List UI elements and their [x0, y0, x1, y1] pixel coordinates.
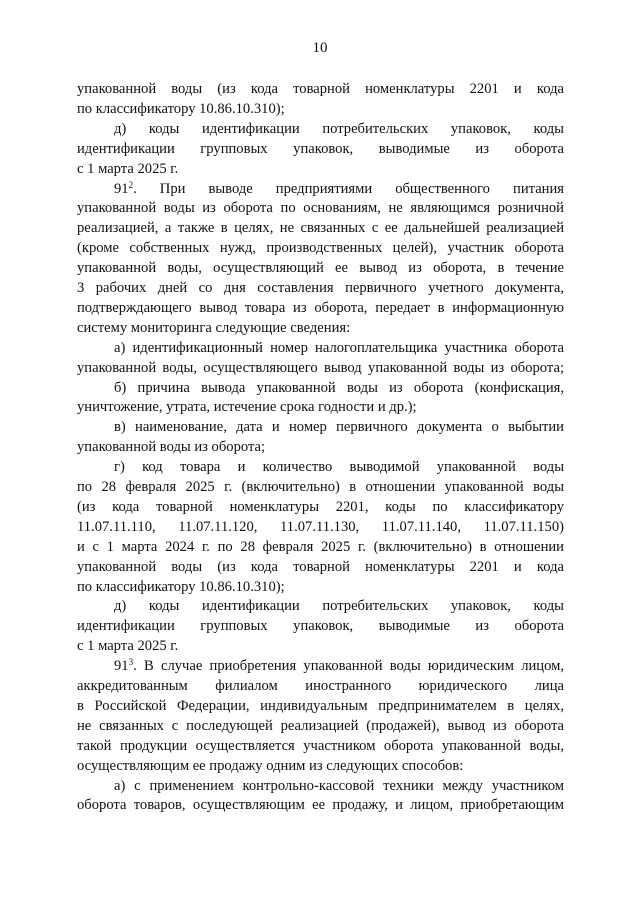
text-line	[77, 517, 564, 537]
line-text-continued: . В случае приобретения упакованной воды юридическим лицом,	[133, 658, 564, 675]
line-text: упакованной воды, осуществляющий ее вывод из оборота, в течение	[77, 260, 564, 277]
line-text: д) коды идентификации потребительских упаковок, коды	[114, 120, 564, 137]
text-line	[77, 736, 564, 756]
text-line	[77, 676, 564, 696]
line-text: идентификации групповых упаковок, выводимые из оборота	[77, 618, 564, 635]
text-line	[77, 437, 564, 457]
text-line	[77, 258, 564, 278]
text-line	[77, 139, 564, 159]
line-text: с 1 марта 2025 г.	[77, 160, 179, 177]
line-text-continued: . При выводе предприятиями общественного питания	[133, 180, 564, 197]
text-line	[77, 397, 564, 417]
text-line	[77, 537, 564, 557]
line-text: в) наименование, дата и номер первичного документа о выбытии	[114, 419, 564, 436]
text-line	[77, 477, 564, 497]
line-text: 91	[114, 180, 129, 197]
line-text: не связанных с последующей реализацией (продажей), вывод из оборота	[77, 717, 564, 734]
line-text: д) коды идентификации потребительских упаковок, коды	[114, 598, 564, 615]
line-text: а) с применением контрольно-кассовой техники между участником	[114, 777, 564, 794]
line-text: и с 1 марта 2024 г. по 28 февраля 2025 г. (включительно) в отношении	[77, 538, 564, 555]
text-line	[77, 159, 564, 179]
text-line	[77, 636, 564, 656]
line-text: систему мониторинга следующие сведения:	[77, 319, 351, 336]
text-line	[77, 795, 564, 815]
text-line	[114, 776, 564, 796]
superscript: 3	[128, 657, 134, 668]
line-text: (кроме собственных нужд, производственных целей), участник оборота	[77, 240, 564, 257]
text-line	[114, 119, 564, 139]
superscript: 2	[128, 179, 134, 190]
text-line	[77, 756, 564, 776]
line-text: с 1 марта 2025 г.	[77, 638, 179, 655]
line-text: осуществляющим ее продажу одним из следующих способов:	[77, 757, 464, 774]
line-text: упакованной воды (из кода товарной номенклатуры 2201 и кода	[77, 81, 564, 97]
text-line	[77, 278, 564, 298]
line-text: уничтожение, утрата, истечение срока годности и др.);	[77, 399, 417, 416]
line-text: упакованной воды из оборота;	[77, 439, 266, 456]
text-line	[77, 557, 564, 577]
line-text: упакованной воды из оборота по основаниям, не являющимся розничной	[77, 200, 564, 217]
line-text: (из кода товарной номенклатуры 2201, коды по классификатору	[77, 498, 564, 515]
text-line	[114, 656, 564, 676]
text-line	[77, 218, 564, 238]
line-text: 11.07.11.110, 11.07.11.120, 11.07.11.130, 11.07.11.140, 11.07.11.150)	[77, 518, 564, 535]
line-text: б) причина вывода упакованной воды из оборота (конфискация,	[114, 379, 564, 396]
line-text: подтверждающего вывод товара из оборота, передает в информационную	[77, 299, 564, 316]
text-line	[77, 238, 564, 258]
text-line	[77, 616, 564, 636]
text-line	[77, 696, 564, 716]
line-text: упакованной воды, осуществляющего вывод упакованной воды из оборота;	[77, 359, 564, 376]
line-text: аккредитованным филиалом иностранного юридического лица	[77, 678, 564, 694]
line-text: а) идентификационный номер налогоплательщика участника оборота	[114, 339, 564, 356]
text-line	[77, 298, 564, 318]
line-text: по классификатору 10.86.10.310);	[77, 100, 285, 117]
text-line	[114, 179, 564, 199]
text-line	[77, 79, 564, 99]
text-line	[114, 457, 564, 477]
line-text: 3 рабочих дней со дня составления первичного учетного документа,	[77, 280, 564, 296]
text-line	[77, 358, 564, 378]
line-text: в Российской Федерации, индивидуальным предпринимателем в целях,	[77, 697, 564, 714]
text-line	[77, 716, 564, 736]
text-line	[114, 378, 564, 398]
line-text: реализацией, а также в целях, не связанных с ее дальнейшей реализацией	[77, 220, 564, 237]
line-text: такой продукции осуществляется участником оборота упакованной воды,	[77, 737, 564, 754]
text-line	[77, 577, 564, 597]
line-text: г) код товара и количество выводимой упакованной воды	[114, 459, 564, 476]
line-text: 91	[114, 658, 129, 675]
line-text: по классификатору 10.86.10.310);	[77, 578, 285, 595]
text-line	[77, 198, 564, 218]
page-number: 10	[312, 40, 328, 56]
line-text: оборота товаров, осуществляющим ее продажу, и лицом, приобретающим	[77, 797, 564, 814]
line-text: по 28 февраля 2025 г. (включительно) в отношении упакованной воды	[77, 479, 564, 495]
text-line	[114, 596, 564, 616]
text-line	[114, 338, 564, 358]
line-text: упакованной воды (из кода товарной номенклатуры 2201 и кода	[77, 558, 564, 575]
line-text: идентификации групповых упаковок, выводимые из оборота	[77, 140, 564, 157]
text-line	[77, 99, 564, 119]
text-line	[77, 497, 564, 517]
text-line	[114, 417, 564, 437]
text-line	[77, 318, 564, 338]
